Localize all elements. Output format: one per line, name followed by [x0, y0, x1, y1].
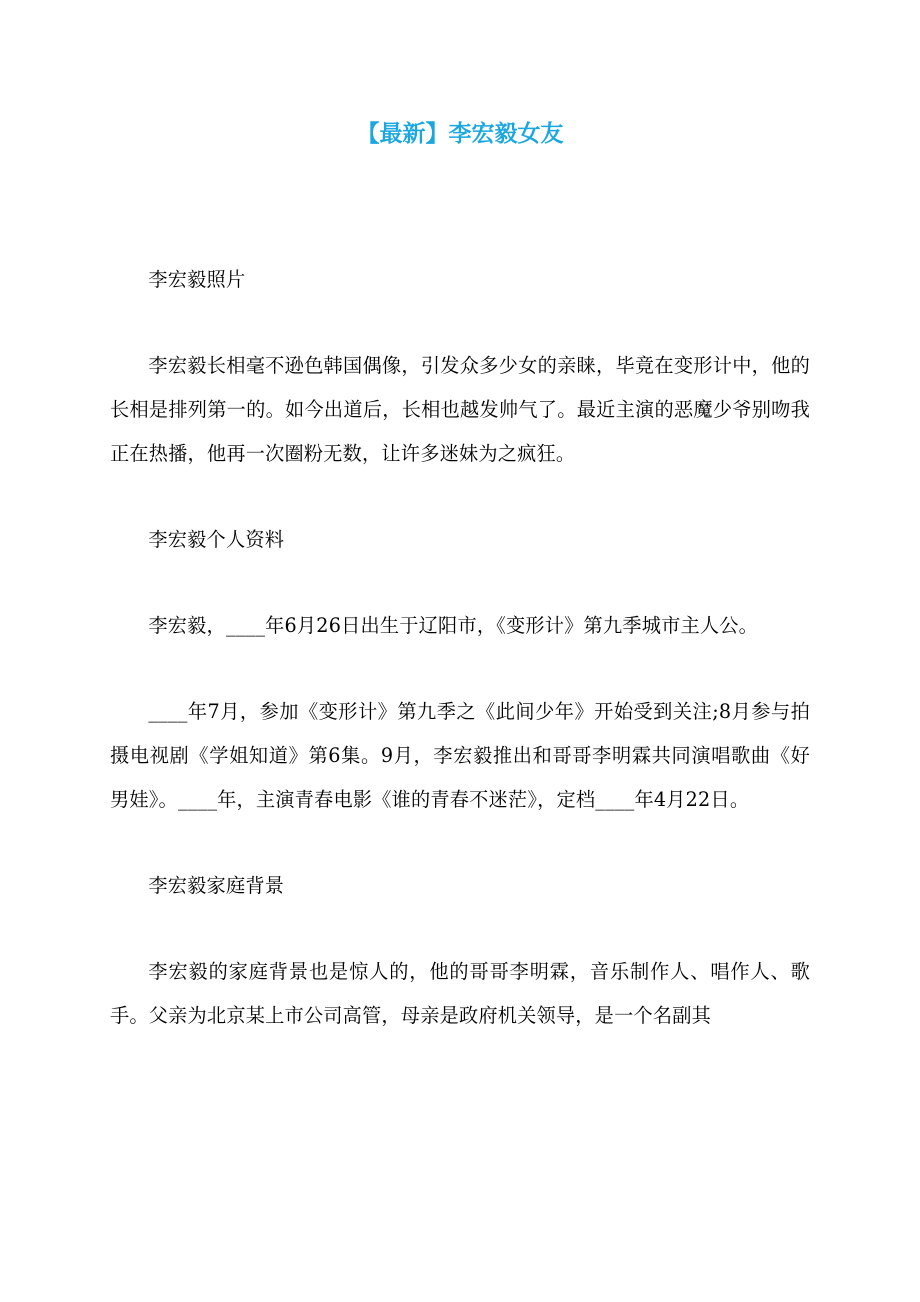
section-heading-photos: 李宏毅照片 — [148, 268, 246, 291]
document-body — [110, 258, 810, 1038]
paragraph-career: ____年7月，参加《变形计》第九季之《此间少年》开始受到关注;8月参与拍摄电视剧《学姐知道》第6集。9月，李宏毅推出和哥哥李明霖共同演唱歌曲《好男娃》。____年，主演青春电影《谁的青春不迷茫》，定档____年4月22日。 — [110, 700, 810, 811]
paragraph-appearance: 李宏毅长相毫不逊色韩国偶像，引发众多少女的亲睐，毕竟在变形计中，他的长相是排列第一的。如今出道后，长相也越发帅气了。最近主演的恶魔少爷别吻我正在热播，他再一次圈粉无数，让许多迷妹为之疯狂。 — [110, 354, 810, 465]
section-heading-profile: 李宏毅个人资料 — [148, 528, 285, 551]
section-heading-family: 李宏毅家庭背景 — [148, 874, 285, 897]
paragraph-birth: 李宏毅，____年6月26日出生于辽阳市，《变形计》第九季城市主人公。 — [148, 614, 759, 637]
document-title: 【最新】李宏毅女友 — [356, 121, 564, 147]
paragraph-family: 李宏毅的家庭背景也是惊人的，他的哥哥李明霖，音乐制作人、唱作人、歌手。父亲为北京某上市公司高管，母亲是政府机关领导，是一个名副其 — [110, 960, 810, 1027]
